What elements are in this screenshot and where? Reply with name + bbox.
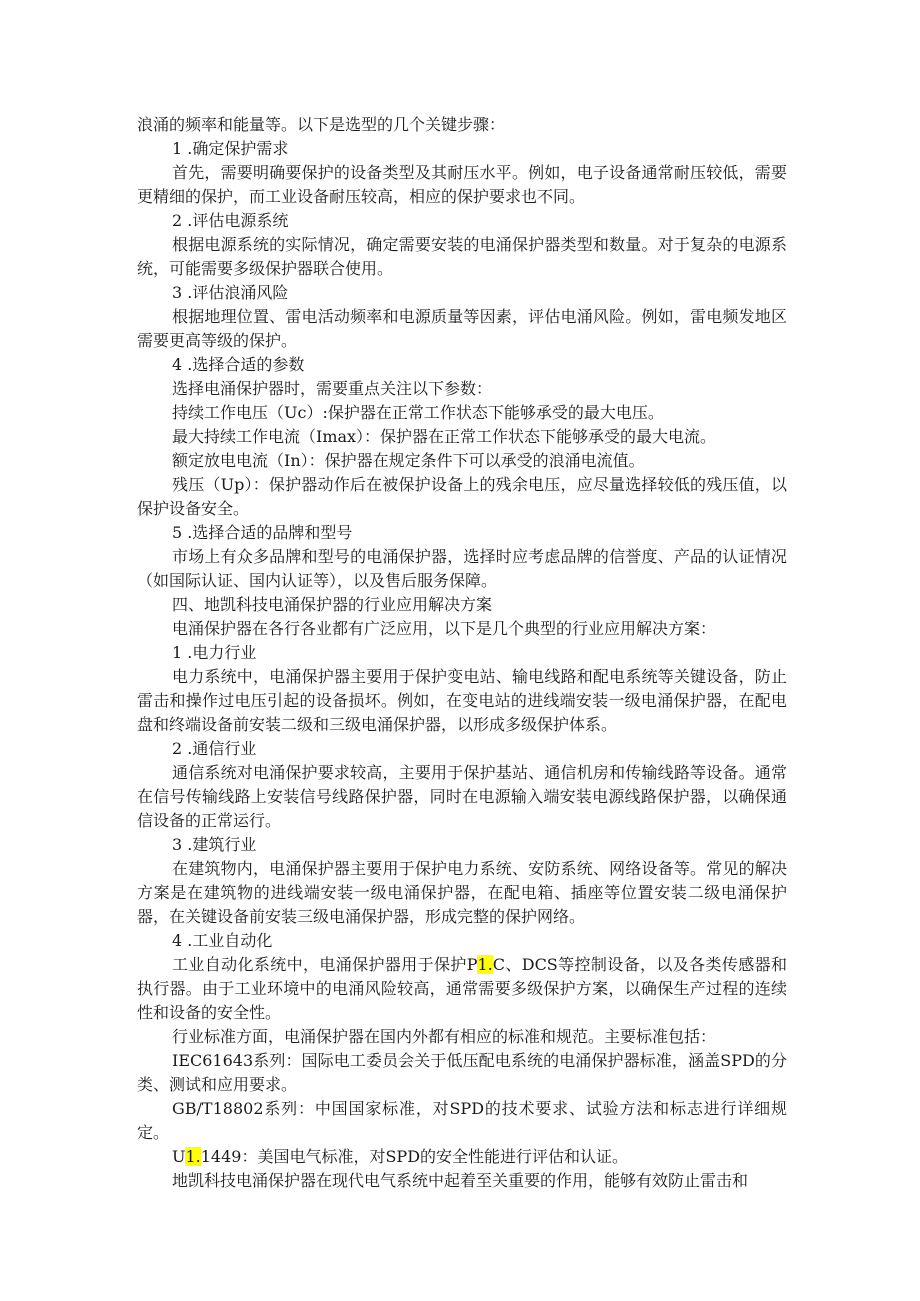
highlighted-text: 1. [477, 955, 493, 974]
parameter-item: 持续工作电压（Uc）:保护器在正常工作状态下能够承受的最大电压。 [172, 403, 664, 422]
section-heading: 四、地凯科技电涌保护器的行业应用解决方案 [172, 595, 493, 614]
step-heading: 2 .评估电源系统 [172, 211, 289, 230]
paragraph: 市场上有众多品牌和型号的电涌保护器，选择时应考虑品牌的信誉度、产品的认证情况（如国际认证、国内认证等），以及售后服务保障。 [137, 547, 787, 590]
paragraph: 在建筑物内，电涌保护器主要用于保护电力系统、安防系统、网络设备等。常见的解决方案是在建筑物的进线端安装一级电涌保护器，在配电箱、插座等位置安装二级电涌保护器，在关键设备前安装三级电涌保护器，形成完整的保护网络。 [137, 859, 787, 926]
paragraph: 浪涌的频率和能量等。以下是选型的几个关键步骤： [137, 115, 506, 134]
paragraph: 电涌保护器在各行各业都有广泛应用，以下是几个典型的行业应用解决方案： [172, 619, 717, 638]
parameter-item: 最大持续工作电流（Imax）：保护器在正常工作状态下能够承受的最大电流。 [172, 427, 717, 446]
step-heading: 3 .建筑行业 [172, 835, 257, 854]
paragraph: 电力系统中，电涌保护器主要用于保护变电站、输电线路和配电系统等关键设备，防止雷击和操作过电压引起的设备损坏。例如，在变电站的进线端安装一级电涌保护器，在配电盘和终端设备前安装二级和三级电涌保护器，以形成多级保护体系。 [137, 667, 787, 734]
step-heading: 1 .确定保护需求 [172, 139, 289, 158]
standard-item: IEC61643系列：国际电工委员会关于低压配电系统的电涌保护器标准，涵盖SPD的分类、测试和应用要求。 [137, 1051, 787, 1094]
highlighted-text: 1. [185, 1147, 201, 1166]
paragraph: 行业标准方面，电涌保护器在国内外都有相应的标准和规范。主要标准包括： [172, 1027, 717, 1046]
text-run: 1449：美国电气标准，对SPD的安全性能进行评估和认证。 [200, 1147, 629, 1166]
text-run: C、DCS等控制设备，以及各类传感器和执行器。由于工业环境中的电涌风险较高，通常需要多级保护方案，以确保生产过程的连续性和设备的安全性。 [137, 955, 787, 1022]
paragraph [137, 953, 787, 1025]
step-heading: 5 .选择合适的品牌和型号 [172, 523, 353, 542]
standard-item [137, 1145, 787, 1169]
paragraph: 地凯科技电涌保护器在现代电气系统中起着至关重要的作用，能够有效防止雷击和 [172, 1171, 749, 1190]
paragraph: 首先，需要明确要保护的设备类型及其耐压水平。例如，电子设备通常耐压较低，需要更精细的保护，而工业设备耐压较高，相应的保护要求也不同。 [137, 163, 787, 206]
paragraph: 选择电涌保护器时，需要重点关注以下参数： [172, 379, 493, 398]
text-run: 工业自动化系统中，电涌保护器用于保护P [172, 955, 478, 974]
parameter-item: 残压（Up）：保护器动作后在被保护设备上的残余电压，应尽量选择较低的残压值，以保护设备安全。 [137, 475, 787, 518]
standard-item: GB/T18802系列：中国国家标准，对SPD的技术要求、试验方法和标志进行详细规定。 [137, 1099, 787, 1142]
step-heading: 4 .选择合适的参数 [172, 355, 305, 374]
step-heading: 3 .评估浪涌风险 [172, 283, 289, 302]
step-heading: 4 .工业自动化 [172, 931, 273, 950]
paragraph: 通信系统对电涌保护要求较高，主要用于保护基站、通信机房和传输线路等设备。通常在信号传输线路上安装信号线路保护器，同时在电源输入端安装电源线路保护器，以确保通信设备的正常运行。 [137, 763, 787, 830]
step-heading: 1 .电力行业 [172, 643, 257, 662]
paragraph: 根据地理位置、雷电活动频率和电源质量等因素，评估电涌风险。例如，雷电频发地区需要更高等级的保护。 [137, 307, 787, 350]
text-run: U [172, 1147, 186, 1166]
paragraph: 根据电源系统的实际情况，确定需要安装的电涌保护器类型和数量。对于复杂的电源系统，可能需要多级保护器联合使用。 [137, 235, 787, 278]
parameter-item: 额定放电电流（In）：保护器在规定条件下可以承受的浪涌电流值。 [172, 451, 645, 470]
document-body [137, 113, 787, 1193]
step-heading: 2 .通信行业 [172, 739, 257, 758]
